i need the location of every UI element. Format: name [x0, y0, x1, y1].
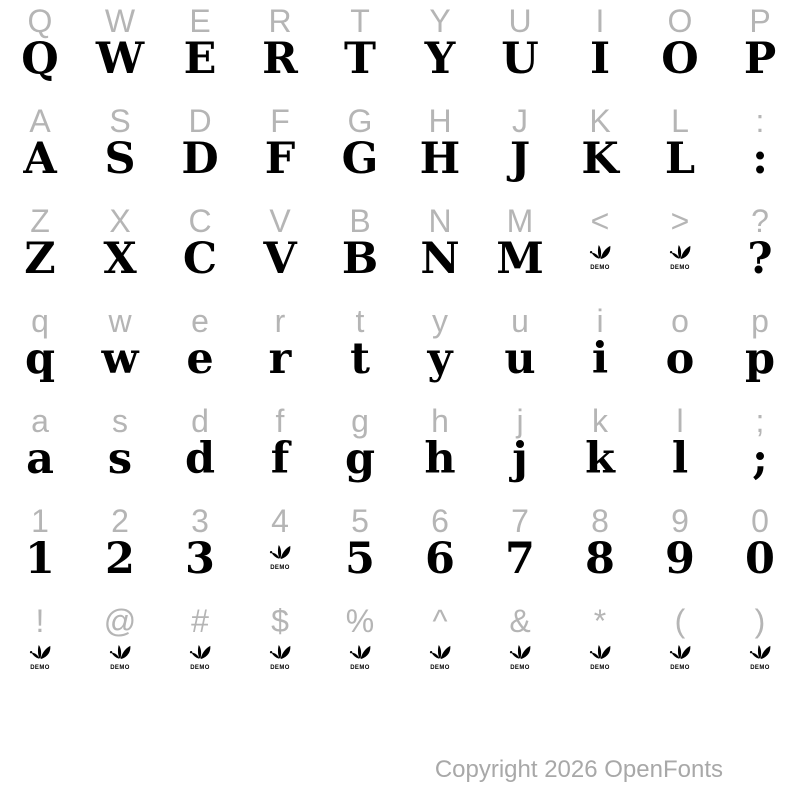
glyph-cell: [240, 600, 320, 700]
reference-char: %: [345, 603, 375, 639]
reference-char: O: [667, 3, 693, 39]
demo-font-char: p: [744, 334, 776, 384]
demo-font-char: 1: [25, 534, 55, 584]
demo-font-char: :: [752, 134, 768, 184]
glyph-cell: [480, 0, 560, 100]
demo-font-char: s: [107, 434, 133, 484]
glyph-cell: [720, 600, 800, 700]
glyph-cell: [240, 0, 320, 100]
glyph-cell: [0, 400, 80, 500]
reference-char: R: [268, 3, 292, 39]
demo-font-char: 9: [665, 534, 695, 584]
reference-char: l: [676, 403, 684, 439]
splash-ornament-icon: [668, 244, 692, 271]
demo-font-char: l: [671, 434, 689, 484]
splash-ornament-icon: [108, 644, 132, 671]
glyph-cell: [240, 300, 320, 400]
reference-char: V: [269, 203, 291, 239]
reference-char: 5: [351, 503, 369, 539]
glyph-cell: [560, 300, 640, 400]
glyph-cell: [640, 100, 720, 200]
reference-char: s: [112, 403, 128, 439]
demo-font-char: N: [420, 234, 460, 284]
demo-font-char: [320, 600, 400, 681]
reference-char: F: [270, 103, 290, 139]
glyph-cell: [720, 200, 800, 300]
glyph-cell: [640, 300, 720, 400]
reference-char: p: [751, 303, 769, 339]
demo-font-char: U: [501, 34, 539, 84]
demo-font-char: P: [743, 34, 777, 84]
reference-char: *: [593, 603, 607, 639]
demo-font-char: C: [182, 234, 218, 284]
splash-ornament-icon: [748, 644, 772, 671]
reference-char: f: [275, 403, 285, 439]
demo-font-char: M: [496, 234, 544, 284]
demo-font-char: K: [581, 134, 619, 184]
reference-char: U: [508, 3, 532, 39]
splash-ornament-icon: [588, 644, 612, 671]
demo-font-char: Y: [424, 34, 456, 84]
glyph-cell: [640, 200, 720, 300]
demo-watermark-label: DEMO: [110, 665, 130, 671]
reference-char: P: [749, 3, 771, 39]
reference-char: A: [29, 103, 51, 139]
demo-font-char: y: [427, 334, 453, 384]
reference-char: o: [671, 303, 689, 339]
glyph-cell: [320, 200, 400, 300]
reference-char: E: [189, 3, 211, 39]
reference-char: d: [191, 403, 209, 439]
glyph-cell: [0, 0, 80, 100]
demo-font-char: 6: [425, 534, 455, 584]
demo-font-char: Q: [21, 34, 59, 84]
glyph-cell: [400, 500, 480, 600]
demo-font-char: u: [504, 334, 536, 384]
demo-font-char: L: [664, 134, 696, 184]
demo-font-char: 2: [105, 534, 135, 584]
splash-ornament-icon: [428, 644, 452, 671]
reference-char: 8: [591, 503, 609, 539]
demo-font-char: Z: [24, 234, 56, 284]
reference-char: y: [432, 303, 448, 339]
demo-font-char: e: [186, 334, 214, 384]
glyph-cell: [480, 300, 560, 400]
reference-char: !: [35, 603, 45, 639]
demo-watermark-label: DEMO: [30, 665, 50, 671]
glyph-cell: [560, 100, 640, 200]
glyph-cell: [720, 0, 800, 100]
glyph-cell: [160, 300, 240, 400]
demo-font-char: [80, 600, 160, 681]
reference-char: g: [351, 403, 369, 439]
demo-font-char: [240, 600, 320, 681]
demo-font-char: 3: [185, 534, 215, 584]
reference-char: t: [355, 303, 365, 339]
reference-char: ;: [755, 403, 765, 439]
demo-font-char: D: [181, 134, 219, 184]
glyph-cell: [80, 500, 160, 600]
glyph-row-lowercase-qwerty: [0, 300, 800, 400]
demo-font-char: G: [341, 134, 379, 184]
reference-char: I: [595, 3, 605, 39]
glyph-cell: [640, 400, 720, 500]
glyph-cell: [560, 500, 640, 600]
demo-font-char: [560, 200, 640, 281]
demo-font-char: X: [103, 234, 137, 284]
glyph-cell: [160, 100, 240, 200]
demo-font-char: r: [268, 334, 292, 384]
glyph-cell: [320, 100, 400, 200]
demo-watermark-label: DEMO: [670, 265, 690, 271]
reference-char: G: [347, 103, 373, 139]
reference-char: i: [596, 303, 604, 339]
demo-font-char: a: [26, 434, 54, 484]
demo-font-char: E: [183, 34, 217, 84]
reference-char: ): [754, 603, 766, 639]
glyph-row-uppercase-qwerty: [0, 0, 800, 100]
glyph-cell: [400, 300, 480, 400]
demo-font-char: [640, 600, 720, 681]
glyph-cell: [320, 500, 400, 600]
demo-watermark-label: DEMO: [190, 665, 210, 671]
glyph-cell: [480, 200, 560, 300]
demo-font-char: [720, 600, 800, 681]
glyph-cell: [400, 200, 480, 300]
splash-ornament-icon: [268, 644, 292, 671]
reference-char: C: [188, 203, 212, 239]
demo-font-char: [640, 200, 720, 281]
demo-watermark-label: DEMO: [270, 665, 290, 671]
glyph-cell: [320, 600, 400, 700]
glyph-cell: [160, 600, 240, 700]
reference-char: u: [511, 303, 529, 339]
glyph-cell: [320, 400, 400, 500]
reference-char: &: [509, 603, 531, 639]
reference-char: Z: [30, 203, 50, 239]
glyph-cell: [320, 300, 400, 400]
glyph-cell: [560, 600, 640, 700]
splash-ornament-icon: [268, 544, 292, 571]
demo-watermark-label: DEMO: [510, 665, 530, 671]
glyph-row-symbols: [0, 600, 800, 700]
demo-font-char: [400, 600, 480, 681]
glyph-row-lowercase-asdf: [0, 400, 800, 500]
glyph-cell: [400, 0, 480, 100]
demo-font-char: o: [665, 334, 695, 384]
demo-font-char: 5: [345, 534, 375, 584]
reference-char: 9: [671, 503, 689, 539]
glyph-row-digits: [0, 500, 800, 600]
reference-char: j: [516, 403, 524, 439]
glyph-cell: [640, 600, 720, 700]
reference-char: 6: [431, 503, 449, 539]
reference-char: J: [512, 103, 528, 139]
demo-font-char: q: [24, 334, 56, 384]
reference-char: W: [104, 3, 136, 39]
demo-font-char: h: [424, 434, 456, 484]
reference-char: w: [108, 303, 132, 339]
demo-font-char: O: [661, 34, 699, 84]
demo-watermark-label: DEMO: [670, 665, 690, 671]
glyph-cell: [80, 600, 160, 700]
demo-font-char: k: [585, 434, 615, 484]
demo-font-char: V: [263, 234, 297, 284]
demo-font-char: 8: [585, 534, 615, 584]
reference-char: <: [590, 203, 610, 239]
glyph-cell: [160, 500, 240, 600]
glyph-cell: [480, 400, 560, 500]
reference-char: Q: [27, 3, 53, 39]
demo-font-char: F: [264, 134, 296, 184]
reference-char: ^: [432, 603, 448, 639]
glyph-cell: [400, 600, 480, 700]
glyph-cell: [560, 400, 640, 500]
demo-watermark-label: DEMO: [270, 565, 290, 571]
glyph-cell: [400, 100, 480, 200]
reference-char: S: [109, 103, 131, 139]
glyph-cell: [720, 100, 800, 200]
demo-font-char: R: [262, 34, 298, 84]
reference-char: $: [271, 603, 289, 639]
splash-ornament-icon: [668, 644, 692, 671]
glyph-cell: [0, 200, 80, 300]
reference-char: D: [188, 103, 212, 139]
reference-char: 0: [751, 503, 769, 539]
reference-char: 2: [111, 503, 129, 539]
glyph-row-uppercase-asdf: [0, 100, 800, 200]
reference-char: q: [31, 303, 49, 339]
glyph-cell: [640, 0, 720, 100]
reference-char: :: [755, 103, 765, 139]
glyph-cell: [0, 300, 80, 400]
reference-char: B: [349, 203, 371, 239]
demo-font-char: w: [101, 334, 139, 384]
splash-ornament-icon: [508, 644, 532, 671]
glyph-row-uppercase-zxcv: [0, 200, 800, 300]
glyph-cell: [160, 200, 240, 300]
reference-char: 3: [191, 503, 209, 539]
demo-watermark-label: DEMO: [350, 665, 370, 671]
glyph-cell: [0, 600, 80, 700]
glyph-cell: [160, 400, 240, 500]
demo-font-char: I: [589, 34, 611, 84]
demo-font-char: ;: [752, 434, 768, 484]
reference-char: K: [589, 103, 611, 139]
reference-char: k: [592, 403, 608, 439]
demo-font-char: J: [509, 134, 531, 184]
demo-font-char: A: [23, 134, 57, 184]
glyph-cell: [80, 0, 160, 100]
reference-char: a: [31, 403, 49, 439]
glyph-cell: [240, 400, 320, 500]
reference-char: 1: [31, 503, 49, 539]
demo-font-char: W: [95, 34, 145, 84]
glyph-cell: [240, 500, 320, 600]
demo-watermark-label: DEMO: [750, 665, 770, 671]
glyph-cell: [0, 100, 80, 200]
demo-font-char: i: [591, 334, 609, 384]
glyph-cell: [400, 400, 480, 500]
reference-char: (: [674, 603, 686, 639]
glyph-cell: [480, 100, 560, 200]
demo-font-char: [0, 600, 80, 681]
splash-ornament-icon: [28, 644, 52, 671]
splash-ornament-icon: [348, 644, 372, 671]
glyph-cell: [80, 300, 160, 400]
reference-char: #: [191, 603, 209, 639]
glyph-cell: [0, 500, 80, 600]
demo-font-char: d: [184, 434, 216, 484]
glyph-cell: [720, 400, 800, 500]
splash-ornament-icon: [588, 244, 612, 271]
reference-char: L: [671, 103, 689, 139]
reference-char: ?: [751, 203, 769, 239]
demo-font-char: [560, 600, 640, 681]
demo-font-char: S: [104, 134, 136, 184]
demo-watermark-label: DEMO: [430, 665, 450, 671]
glyph-cell: [240, 100, 320, 200]
demo-font-char: g: [344, 434, 376, 484]
demo-font-char: [160, 600, 240, 681]
demo-font-char: ?: [747, 234, 773, 284]
glyph-cell: [480, 600, 560, 700]
reference-char: h: [431, 403, 449, 439]
reference-char: H: [428, 103, 452, 139]
demo-font-char: [240, 500, 320, 581]
demo-font-char: f: [270, 434, 290, 484]
glyph-cell: [80, 100, 160, 200]
demo-font-char: t: [350, 334, 370, 384]
demo-font-char: B: [341, 234, 379, 284]
reference-char: @: [103, 603, 137, 639]
glyph-cell: [560, 0, 640, 100]
reference-char: T: [350, 3, 370, 39]
reference-char: e: [191, 303, 209, 339]
reference-char: 4: [271, 503, 289, 539]
reference-char: Y: [429, 3, 451, 39]
demo-font-char: 0: [745, 534, 775, 584]
glyph-cell: [80, 400, 160, 500]
copyright-text: Copyright 2026 OpenFonts: [434, 756, 723, 783]
demo-watermark-label: DEMO: [590, 265, 610, 271]
splash-ornament-icon: [188, 644, 212, 671]
glyph-cell: [240, 200, 320, 300]
demo-font-char: [480, 600, 560, 681]
glyph-cell: [640, 500, 720, 600]
glyph-cell: [320, 0, 400, 100]
reference-char: r: [274, 303, 286, 339]
reference-char: 7: [511, 503, 529, 539]
glyph-cell: [480, 500, 560, 600]
demo-font-char: H: [419, 134, 461, 184]
demo-font-char: T: [344, 34, 376, 84]
reference-char: M: [506, 203, 534, 239]
demo-watermark-label: DEMO: [590, 665, 610, 671]
demo-font-char: 7: [505, 534, 535, 584]
reference-char: N: [428, 203, 452, 239]
glyph-cell: [720, 500, 800, 600]
demo-font-char: j: [512, 434, 528, 484]
glyph-cell: [80, 200, 160, 300]
glyph-cell: [720, 300, 800, 400]
reference-char: >: [670, 203, 690, 239]
glyph-cell: [560, 200, 640, 300]
glyph-cell: [160, 0, 240, 100]
reference-char: X: [109, 203, 131, 239]
